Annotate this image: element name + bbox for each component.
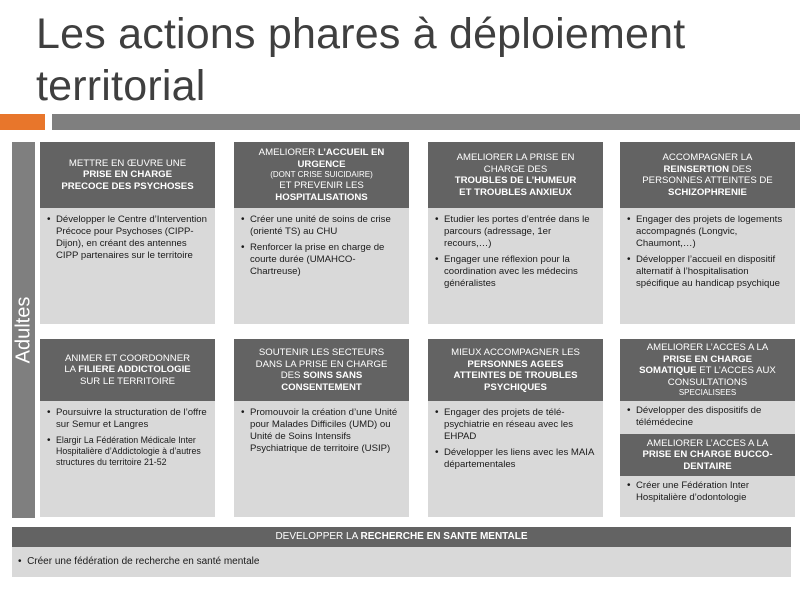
side-label-bar (12, 142, 35, 518)
card-header-line: CONSULTATIONS (667, 376, 748, 388)
card-header-line: PRISE EN CHARGE (82, 169, 173, 181)
card-header (620, 339, 795, 401)
accent-gray-bar (52, 114, 800, 130)
card-personnes-agees (428, 339, 603, 517)
card-header-line: PRECOCE DES PSYCHOSES (61, 180, 194, 192)
card-header-line: PRISE EN CHARGE (662, 353, 753, 365)
card-header-line: SOMATIQUE ET L’ACCES AUX (639, 365, 776, 376)
research-item: Créer une fédération de recherche en santé mentale (27, 556, 260, 567)
card-body (620, 476, 795, 517)
card-header-line: AMELIORER LA PRISE EN (456, 152, 575, 163)
card-header-line: ET TROUBLES ANXIEUX (459, 186, 572, 198)
card-header-line: TROUBLES DE L’HUMEUR (454, 175, 577, 186)
card-header-line: PERSONNES AGEES (467, 358, 564, 370)
card-body (40, 208, 215, 324)
card-header-line: REINSERTION DES (663, 163, 752, 175)
card-header-line: URGENCE (297, 158, 346, 170)
card-header (620, 142, 795, 208)
card-addictologie (40, 339, 215, 517)
card-header-line: CONSENTEMENT (281, 381, 362, 393)
card-header-line: AMELIORER L’ACCES A LA (646, 437, 769, 449)
side-label: Adultes (12, 296, 34, 364)
card-item: • Développer l’accueil en dispositif alternatif à l’hospitalisation spécifique au handicap psychique (626, 254, 789, 290)
card-header-line: MIEUX ACCOMPAGNER LES (451, 347, 580, 358)
card-header-line: SOUTENIR LES SECTEURS (258, 347, 385, 358)
card-header (428, 339, 603, 401)
slide-title-line2: territorial (36, 62, 206, 110)
card-header (234, 142, 409, 208)
card-header-line: DANS LA PRISE EN CHARGE (255, 358, 388, 370)
card-body (40, 401, 215, 517)
accent-orange-bar (0, 114, 45, 130)
research-header (12, 527, 791, 547)
research-header-bold: RECHERCHE EN SANTE MENTALE (360, 531, 528, 542)
card-item: • Engager une réflexion pour la coordination avec les médecins généralistes (434, 254, 597, 290)
card-header-line: PSYCHIQUES (484, 381, 547, 393)
card-item: • Engager des projets de télé-psychiatrie en réseau avec les EHPAD (434, 407, 597, 443)
card-header-line: ATTEINTES DE TROUBLES (453, 370, 578, 381)
card-header-line: ET PREVENIR LES (279, 180, 364, 191)
card-header-line: METTRE EN ŒUVRE UNE (68, 157, 187, 169)
card-soins-sans-consentement (234, 339, 409, 517)
card-body (234, 401, 409, 517)
card-header-line: (DONT CRISE SUICIDAIRE) (270, 170, 373, 179)
card-item: • Créer une unité de soins de crise (orienté TS) au CHU (240, 214, 403, 238)
card-header (40, 339, 215, 401)
card-item: • Engager des projets de logements accompagnés (Longvic, Chaumont,…) (626, 214, 789, 250)
card-header-line: HOSPITALISATIONS (275, 191, 368, 203)
card-header (620, 434, 795, 476)
card-header-line: AMELIORER L’ACCES A LA (646, 342, 769, 353)
research-bullet: • (18, 556, 28, 567)
card-header-line: SUR LE TERRITOIRE (79, 375, 176, 387)
card-header (428, 142, 603, 208)
card-prise-en-charge-somatique (620, 339, 795, 434)
card-header-line: AMELIORER L’ACCUEIL EN (258, 147, 385, 158)
card-body (620, 401, 795, 434)
card-body (428, 401, 603, 517)
card-header-line: PERSONNES ATTEINTES DE (642, 175, 773, 186)
card-item: • Développer le Centre d’Intervention Précoce pour Psychoses (CIPP-Dijon), en créant des antennes CIPP partenaires sur le territoire (46, 214, 209, 262)
card-header-line: LA FILIERE ADDICTOLOGIE (64, 364, 191, 376)
card-item: • Créer une Fédération Inter Hospitalière d’odontologie (626, 480, 789, 504)
card-body (428, 208, 603, 324)
card-item: • Développer des dispositifs de télémédecine (626, 405, 789, 429)
card-header-line: SPECIALISEES (678, 388, 737, 397)
slide-title (36, 8, 786, 112)
slide-title-line1: Les actions phares à déploiement (36, 10, 686, 58)
card-item: • Développer les liens avec les MAIA départementales (434, 447, 597, 471)
card-header (234, 339, 409, 401)
card-header (40, 142, 215, 208)
card-header-line: CHARGE DES (483, 163, 548, 175)
card-header-line: DES SOINS SANS (280, 370, 363, 381)
card-header-line: ANIMER ET COORDONNER (64, 352, 191, 364)
card-body (234, 208, 409, 324)
card-header-line: ACCOMPAGNER LA (662, 152, 753, 163)
card-bucco-dentaire (620, 434, 795, 517)
research-header-text: DEVELOPPER LA (275, 531, 361, 542)
card-header-line: SCHIZOPHRENIE (668, 186, 747, 198)
card-item: • Renforcer la prise en charge de courte durée (UMAHCO-Chartreuse) (240, 242, 403, 278)
card-troubles-humeur (428, 142, 603, 324)
card-body (620, 208, 795, 324)
card-header-line: DENTAIRE (683, 460, 732, 472)
card-item: • Etudier les portes d’entrée dans le parcours (adressage, 1er recours,…) (434, 214, 597, 250)
card-psychoses (40, 142, 215, 324)
card-schizophrenie (620, 142, 795, 324)
card-header-line: PRISE EN CHARGE BUCCO- (642, 449, 773, 461)
card-item: • Poursuivre la structuration de l’offre sur Semur et Langres (46, 407, 209, 431)
card-accueil-urgence (234, 142, 409, 324)
card-item: • Promouvoir la création d’une Unité pour Malades Difficiles (UMD) ou Unité de Soins Intensifs Psychiatrique de territoire (USIP) (240, 407, 403, 455)
card-item: • Elargir La Fédération Médicale Inter Hospitalière d’Addictologie à d’autres structures du territoire 21-52 (46, 435, 209, 468)
research-body (12, 547, 791, 577)
